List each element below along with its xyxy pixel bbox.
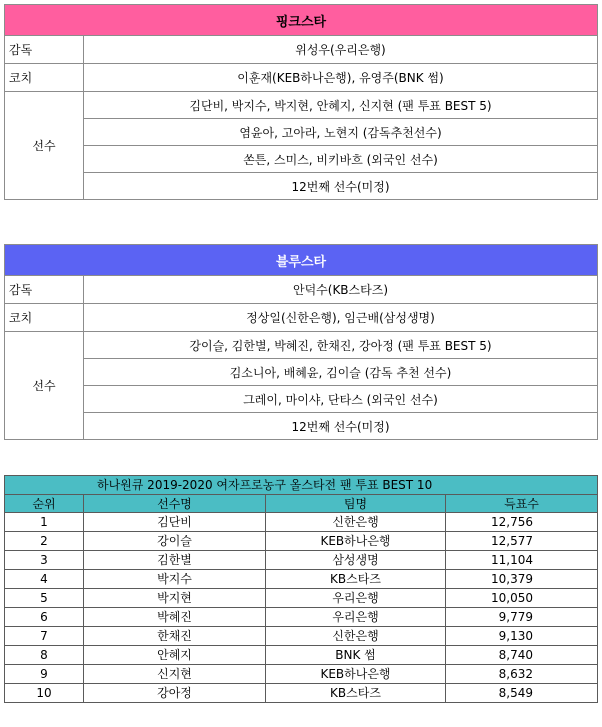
blue-star-players-twelfth: 12번째 선수(미정) <box>84 413 598 440</box>
pink-star-director-label: 감독 <box>5 36 84 64</box>
pink-star-player-row <box>5 173 598 200</box>
table-row <box>5 551 598 570</box>
table-row <box>5 513 598 532</box>
pink-star-players-fan-vote: 김단비, 박지수, 박지현, 안혜지, 신지현 (팬 투표 BEST 5) <box>84 92 598 119</box>
player-cell: 안혜지 <box>84 646 266 665</box>
blue-star-director-label: 감독 <box>5 276 84 304</box>
votes-cell: 11,104 <box>446 551 598 570</box>
pink-star-player-row <box>5 146 598 173</box>
team-cell: 우리은행 <box>266 608 446 627</box>
blue-star-table <box>4 244 598 440</box>
votes-cell: 12,577 <box>446 532 598 551</box>
blue-star-player-row <box>5 332 598 359</box>
table-row <box>5 532 598 551</box>
table-row <box>5 627 598 646</box>
team-cell: 신한은행 <box>266 627 446 646</box>
table-row <box>5 684 598 703</box>
rank-cell: 7 <box>5 627 84 646</box>
blue-star-coach-label: 코치 <box>5 304 84 332</box>
votes-cell: 10,379 <box>446 570 598 589</box>
table-row <box>5 608 598 627</box>
blue-star-title: 블루스타 <box>5 245 598 276</box>
pink-star-coaches: 이훈재(KEB하나은행), 유영주(BNK 썸) <box>84 64 598 92</box>
player-cell: 박지현 <box>84 589 266 608</box>
votes-cell: 9,779 <box>446 608 598 627</box>
blue-star-header-row <box>5 245 598 276</box>
player-cell: 박지수 <box>84 570 266 589</box>
rank-cell: 1 <box>5 513 84 532</box>
player-cell: 김한별 <box>84 551 266 570</box>
blue-star-players-director-pick: 김소니아, 배혜윤, 김이슬 (감독 추천 선수) <box>84 359 598 386</box>
pink-star-director-row <box>5 36 598 64</box>
blue-star-players-label: 선수 <box>5 332 84 440</box>
pink-star-title: 핑크스타 <box>5 5 598 36</box>
blue-star-players-fan-vote: 강이슬, 김한별, 박혜진, 한채진, 강아정 (팬 투표 BEST 5) <box>84 332 598 359</box>
blue-star-player-row <box>5 386 598 413</box>
votes-cell: 9,130 <box>446 627 598 646</box>
player-cell: 박혜진 <box>84 608 266 627</box>
fan-vote-title-row <box>5 476 598 495</box>
column-header-player: 선수명 <box>84 495 266 513</box>
column-header-team: 팀명 <box>266 495 446 513</box>
pink-star-player-row <box>5 92 598 119</box>
rank-cell: 10 <box>5 684 84 703</box>
table-row <box>5 570 598 589</box>
fan-vote-header-row <box>5 495 598 513</box>
pink-star-players-twelfth: 12번째 선수(미정) <box>84 173 598 200</box>
team-cell: 우리은행 <box>266 589 446 608</box>
pink-star-players-director-pick: 염윤아, 고아라, 노현지 (감독추천선수) <box>84 119 598 146</box>
blue-star-player-row <box>5 359 598 386</box>
pink-star-player-row <box>5 119 598 146</box>
fan-vote-title: 하나원큐 2019-2020 여자프로농구 올스타전 팬 투표 BEST 10 <box>5 476 598 495</box>
blue-star-director: 안덕수(KB스타즈) <box>84 276 598 304</box>
column-header-rank: 순위 <box>5 495 84 513</box>
player-cell: 강아정 <box>84 684 266 703</box>
player-cell: 강이슬 <box>84 532 266 551</box>
rank-cell: 6 <box>5 608 84 627</box>
player-cell: 한채진 <box>84 627 266 646</box>
pink-star-coach-row <box>5 64 598 92</box>
player-cell: 김단비 <box>84 513 266 532</box>
rank-cell: 8 <box>5 646 84 665</box>
pink-star-header-row <box>5 5 598 36</box>
rank-cell: 9 <box>5 665 84 684</box>
blue-star-players-foreign: 그레이, 마이샤, 단타스 (외국인 선수) <box>84 386 598 413</box>
rank-cell: 3 <box>5 551 84 570</box>
team-cell: KB스타즈 <box>266 570 446 589</box>
votes-cell: 10,050 <box>446 589 598 608</box>
blue-star-director-row <box>5 276 598 304</box>
pink-star-director: 위성우(우리은행) <box>84 36 598 64</box>
fan-vote-table <box>4 475 598 703</box>
table-row <box>5 589 598 608</box>
votes-cell: 12,756 <box>446 513 598 532</box>
rank-cell: 2 <box>5 532 84 551</box>
rank-cell: 4 <box>5 570 84 589</box>
team-cell: 신한은행 <box>266 513 446 532</box>
table-row <box>5 665 598 684</box>
column-header-votes: 득표수 <box>446 495 598 513</box>
team-cell: KEB하나은행 <box>266 665 446 684</box>
votes-cell: 8,740 <box>446 646 598 665</box>
blue-star-player-row <box>5 413 598 440</box>
pink-star-players-label: 선수 <box>5 92 84 200</box>
rank-cell: 5 <box>5 589 84 608</box>
blue-star-coaches: 정상일(신한은행), 임근배(삼성생명) <box>84 304 598 332</box>
team-cell: KB스타즈 <box>266 684 446 703</box>
player-cell: 신지현 <box>84 665 266 684</box>
team-cell: 삼성생명 <box>266 551 446 570</box>
team-cell: KEB하나은행 <box>266 532 446 551</box>
votes-cell: 8,632 <box>446 665 598 684</box>
blue-star-coach-row <box>5 304 598 332</box>
table-row <box>5 646 598 665</box>
pink-star-players-foreign: 쏜튼, 스미스, 비키바흐 (외국인 선수) <box>84 146 598 173</box>
votes-cell: 8,549 <box>446 684 598 703</box>
pink-star-coach-label: 코치 <box>5 64 84 92</box>
team-cell: BNK 썸 <box>266 646 446 665</box>
pink-star-table <box>4 4 598 200</box>
